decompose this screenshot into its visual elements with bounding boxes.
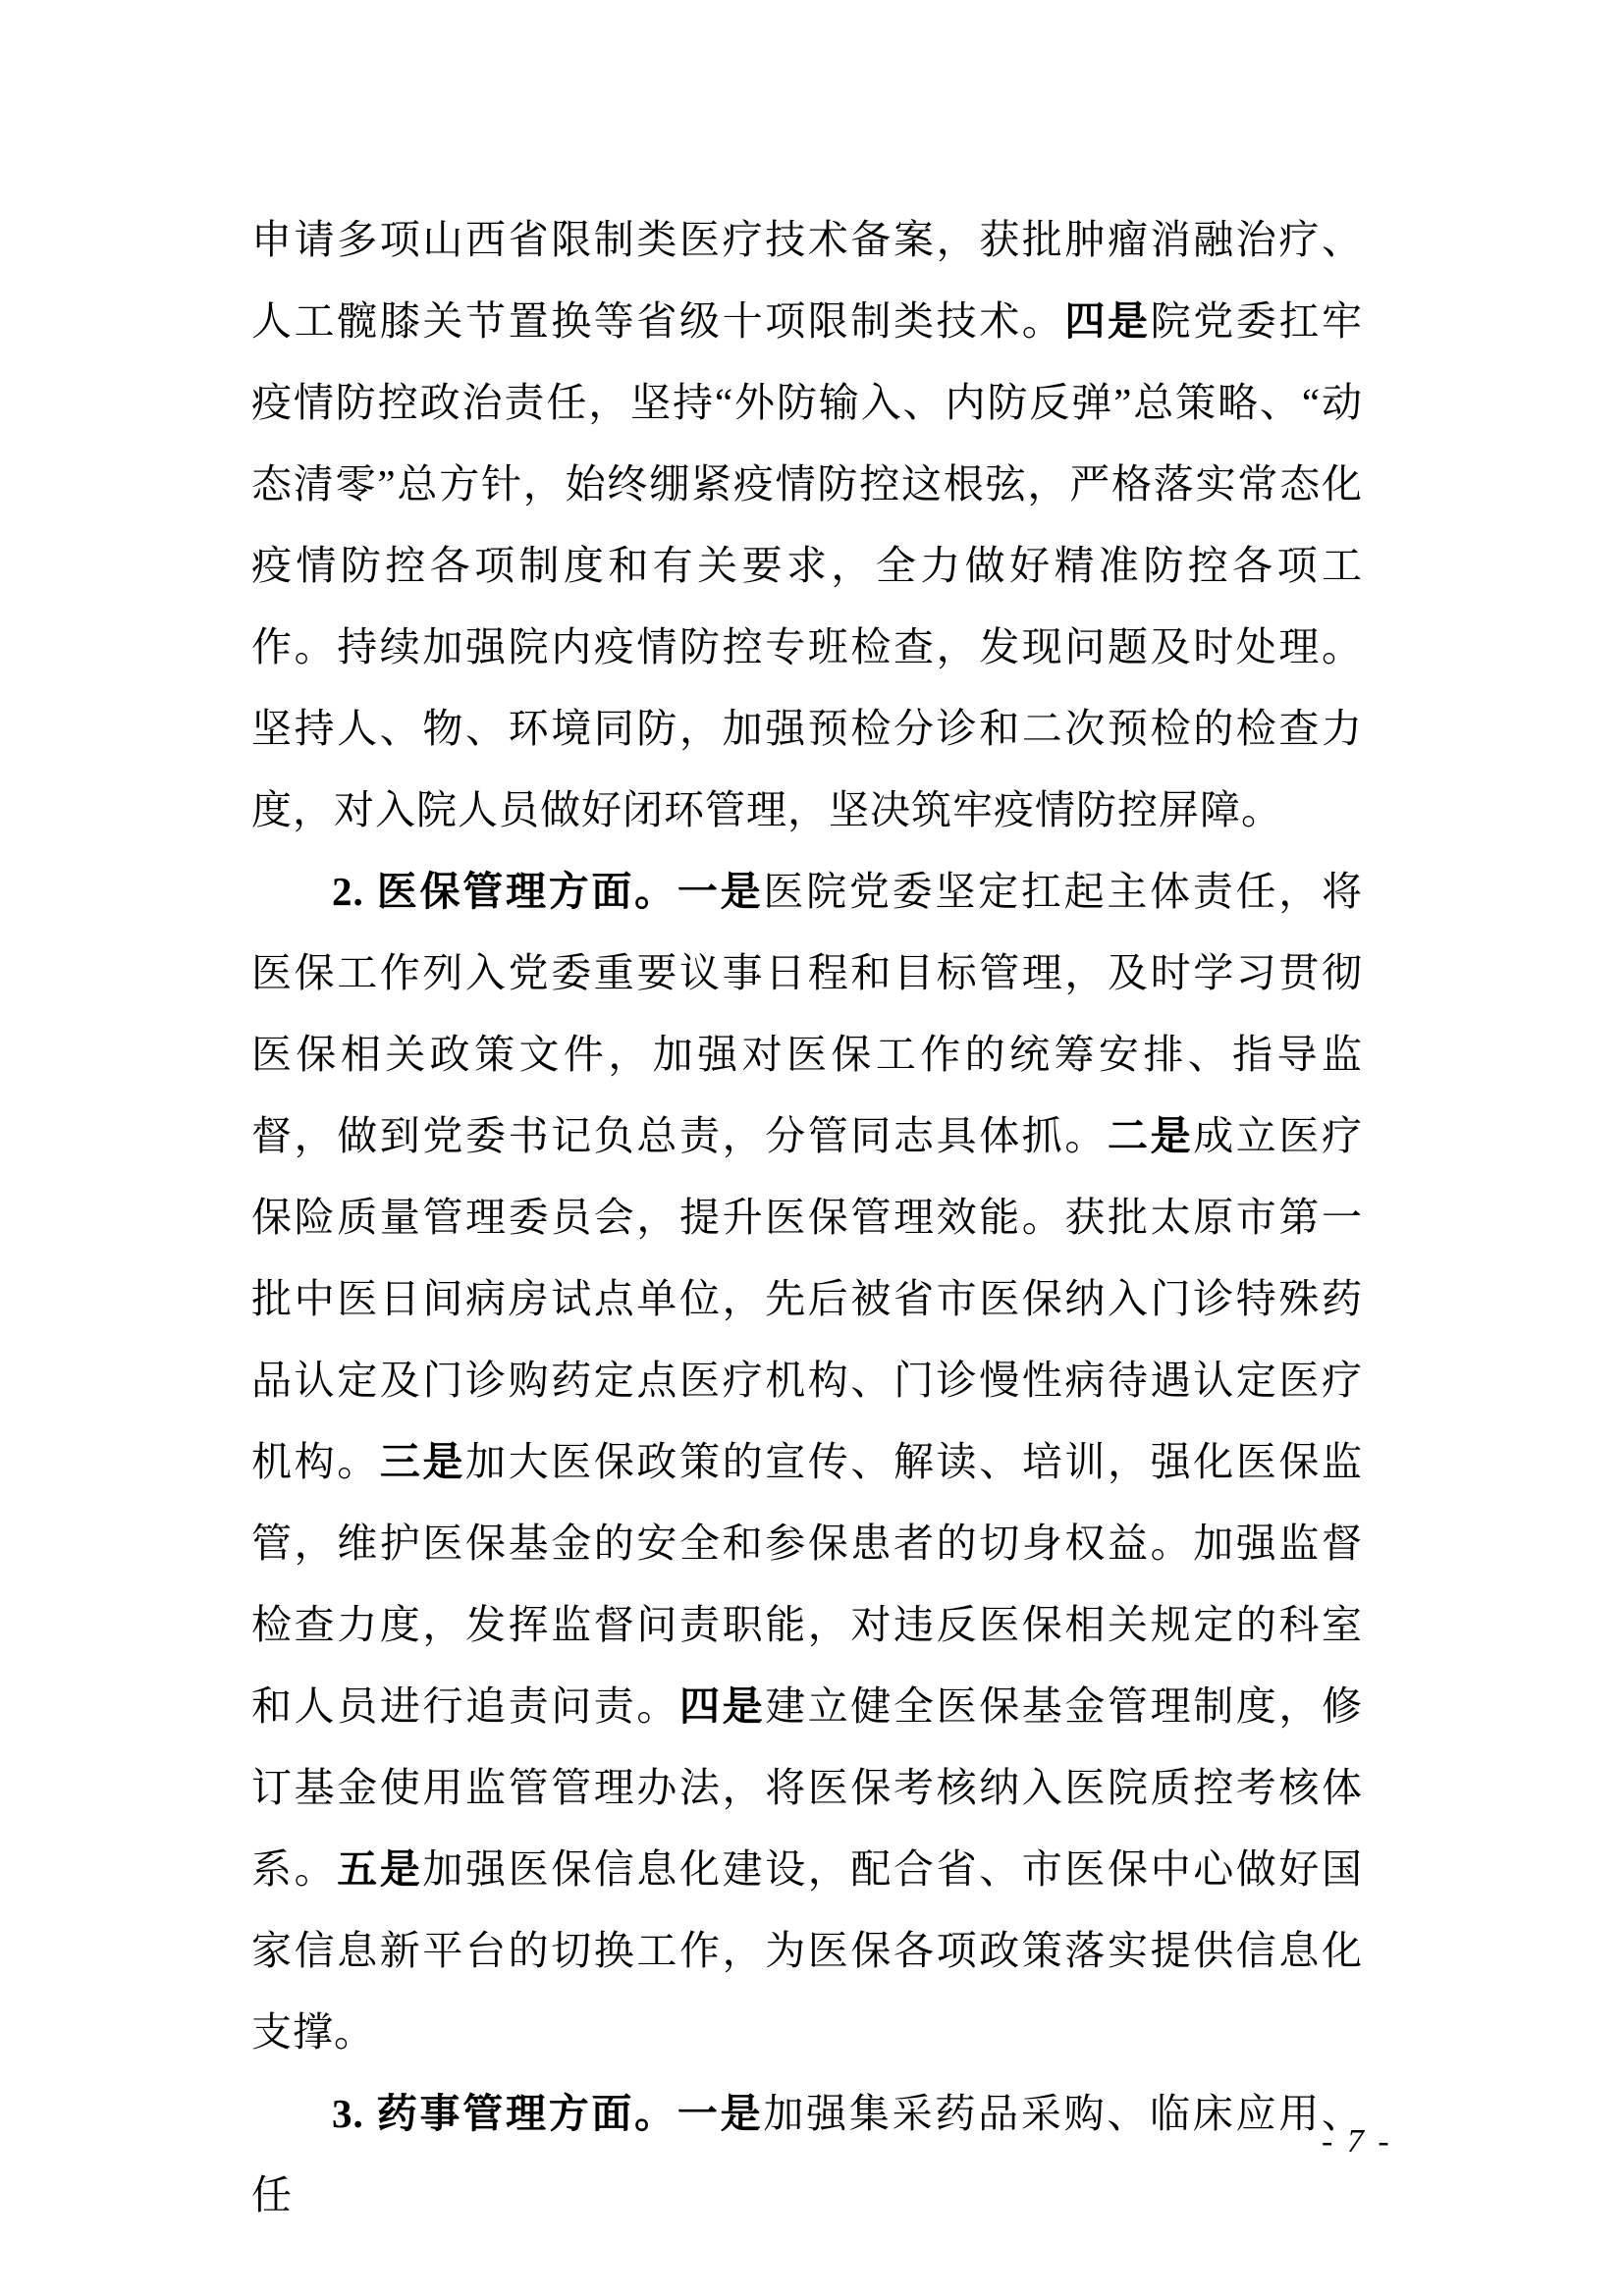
body-text: 院党委扛牢疫情防控政治责任，坚持“外防输入、内防反弹”总策略、“动态清零”总方针，始终绷紧疫情防控这根弦，严格落实常态化疫情防控各项制度和有关要求，全力做好精准防控各项工作。持续加强院内疫情防控专班检查，发现问题及时处理。坚持人、物、环境同防，加强预检分诊和二次预检的检查力度，对入院人员做好闭环管理，坚决筑牢疫情防控屏障。 — [251, 298, 1364, 832]
body-text: 医院党委坚定扛起主体责任，将医保工作列入党委重要议事日程和目标管理，及时学习贯彻医保相关政策文件，加强对医保工作的统筹安排、指导监督，做到党委书记负总责，分管同志具体抓。 — [251, 869, 1364, 1158]
document-body — [251, 199, 1363, 2236]
emphasis-text: 五是 — [337, 1846, 423, 1892]
paragraph-epidemic-control-continuation — [251, 199, 1363, 851]
emphasis-text: 二是 — [1108, 1113, 1194, 1158]
body-text: 加大医保政策的宣传、解读、培训，强化医保监管，维护医保基金的安全和参保患者的切身权益。加强监督检查力度，发挥监督问责职能，对违反医保相关规定的科室和人员进行追责问责。 — [251, 1439, 1364, 1729]
body-text: 加强集采药品采购、临床应用、任 — [251, 2091, 1364, 2217]
emphasis-text: 一是 — [677, 2091, 764, 2136]
paragraph-pharmacy-management — [251, 2073, 1363, 2236]
paragraph-medical-insurance-management — [251, 851, 1363, 2073]
page-number: - 7 - — [1322, 2123, 1392, 2160]
emphasis-text: 2. 医保管理方面。 — [332, 869, 677, 914]
emphasis-text: 三是 — [379, 1439, 466, 1484]
body-text: 申请多项山西省限制类医疗技术备案，获批肿瘤消融治疗、人工髋膝关节置换等省级十项限制类技术。 — [251, 217, 1363, 344]
body-text: 加强医保信息化建设，配合省、市医保中心做好国家信息新平台的切换工作，为医保各项政策落实提供信息化支撑。 — [251, 1846, 1364, 2055]
body-text: 成立医疗保险质量管理委员会，提升医保管理效能。获批太原市第一批中医日间病房试点单位，先后被省市医保纳入门诊特殊药品认定及门诊购药定点医疗机构、门诊慢性病待遇认定医疗机构。 — [251, 1113, 1364, 1484]
emphasis-text: 四是 — [1064, 298, 1151, 344]
emphasis-text: 一是 — [677, 869, 764, 914]
emphasis-text: 3. 药事管理方面。 — [332, 2091, 677, 2136]
body-text: 建立健全医保基金管理制度，修订基金使用监管管理办法，将医保考核纳入医院质控考核体系。 — [251, 1683, 1364, 1892]
emphasis-text: 四是 — [679, 1683, 766, 1729]
